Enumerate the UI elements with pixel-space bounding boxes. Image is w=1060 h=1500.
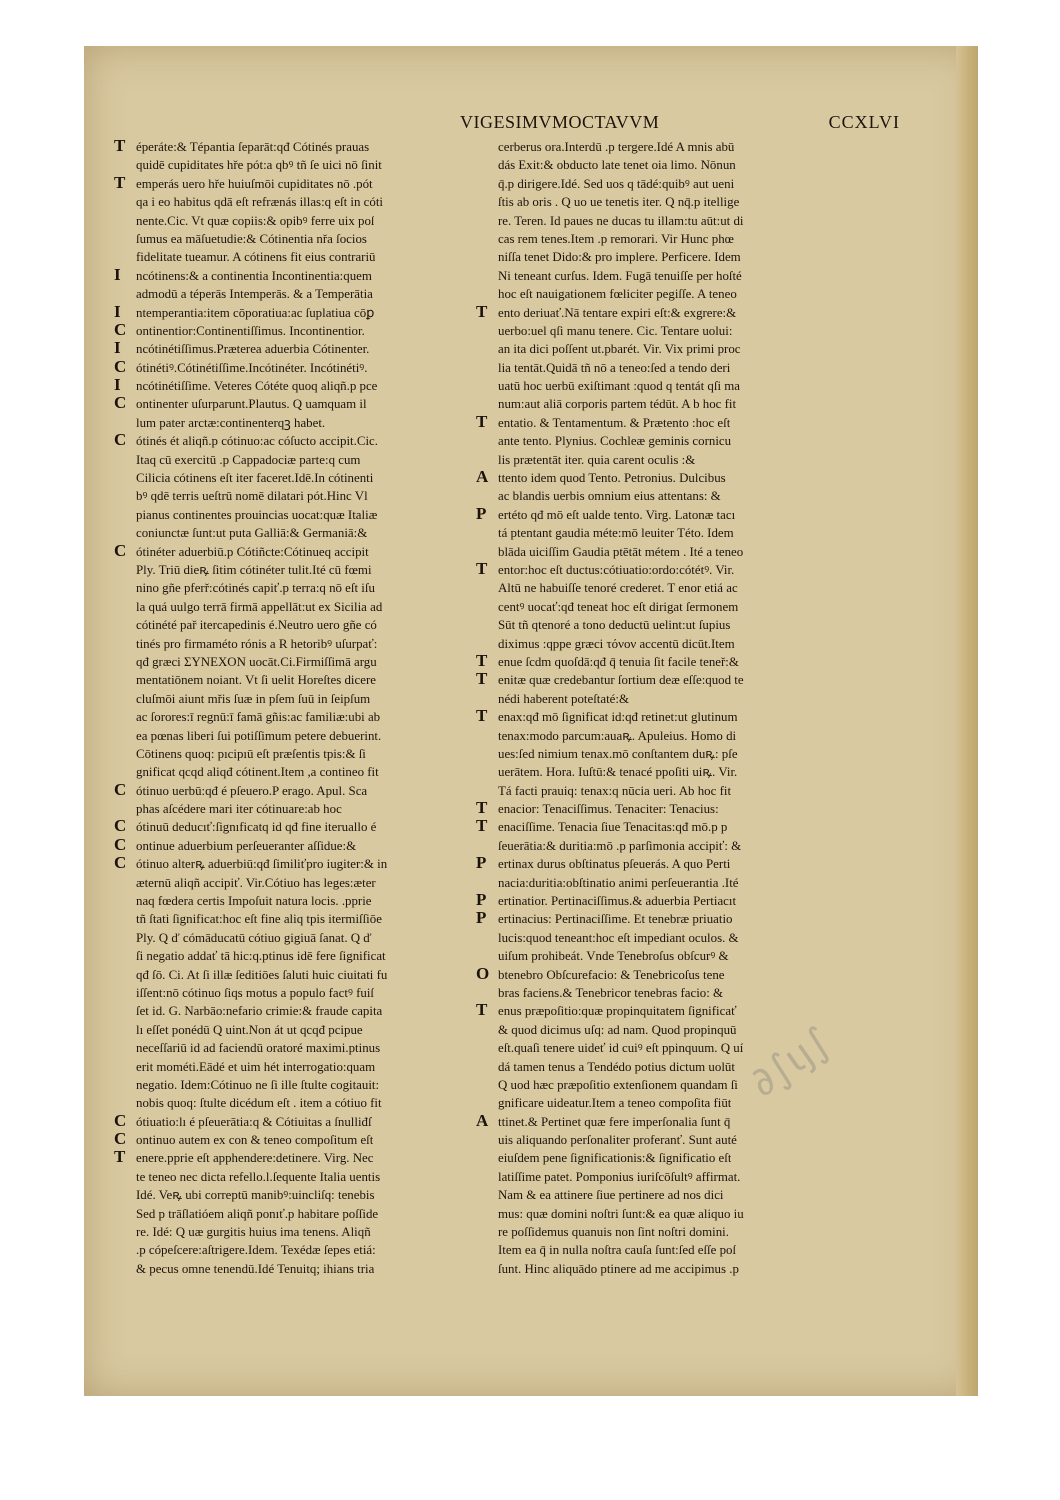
line-text: coniunctæ ſunt:ut puta Galliā:& Germaniā:&	[136, 526, 368, 541]
text-line	[476, 963, 830, 984]
line-text: latiſſime patet. Pomponius iuriſcōſultꝰ affirmat.	[498, 1169, 741, 1184]
line-text: uatū hoc uerbū exiſtimant :quod q tentát qſi ma	[498, 379, 741, 394]
marginal-initial: A	[476, 1110, 489, 1130]
line-text: Ply. Triū dieꝶ ſitim cótinéter tulit.Ité cū fœmi	[136, 562, 372, 577]
text-line	[476, 395, 830, 413]
text-line	[114, 1039, 486, 1057]
text-line	[114, 301, 486, 322]
text-line	[476, 322, 830, 340]
line-text: q̄.p dirigere.Idé. Sed uos q tādé:quibꝰ aut ueni	[498, 176, 735, 191]
text-line	[114, 414, 486, 432]
line-text: Sed p trāſlatióem aliqñ ponıť.p habitare poſſide	[136, 1206, 379, 1221]
line-text: lum pater arctæ:continenterqꝫ habet.	[136, 415, 326, 430]
marginal-initial: T	[476, 798, 488, 818]
text-line	[476, 874, 830, 892]
line-text: enue ſcdm quoſdā:qđ q̄ tenuia ſit facile teneř:&	[498, 654, 739, 669]
text-line	[114, 984, 486, 1002]
line-text: cótinété pař itercapedinis é.Neutro uero gñe có	[136, 618, 377, 633]
text-line	[476, 212, 830, 230]
text-line	[476, 451, 830, 469]
marginal-initial: T	[476, 650, 488, 670]
line-text: re poſſidemus quanuis non ſint noſtri domini.	[498, 1225, 729, 1240]
line-text: Q uod hæc præpoſitio extenſionem quandam ſi	[498, 1077, 738, 1092]
line-text: uis aliquando perſonaliter proferanť. Sunt auté	[498, 1133, 737, 1148]
line-text: diximus :qppe græci τόνον accentū dicūt.Item	[498, 636, 735, 651]
running-head: VIGESIMVMOCTAVVM	[460, 112, 660, 132]
text-line	[114, 561, 486, 579]
line-text: enaciſſime. Tenacia ſiue Tenacitas:qđ mō.p p	[498, 820, 728, 835]
text-line	[114, 487, 486, 505]
marginal-initial: P	[476, 908, 487, 928]
text-line	[114, 763, 486, 781]
line-text: mus: quæ domini noſtri ſunt:& ea quæ aliquo iu	[498, 1206, 744, 1221]
text-line	[114, 966, 486, 984]
line-text: .p cópeſcere:aſtrigere.Idem. Texédæ ſepes etiá:	[136, 1243, 376, 1258]
text-line	[114, 264, 486, 285]
line-text: qa i eo habitus qdā eſt refrænás illas:q eſt in cóti	[136, 195, 384, 210]
marginal-initial: T	[476, 706, 488, 726]
marginal-initial: P	[476, 890, 487, 910]
line-text: phas aſcédere mari iter cótinuare:ab hoc	[136, 802, 342, 817]
text-line	[476, 285, 830, 303]
text-line	[476, 411, 830, 432]
text-line	[114, 1094, 486, 1112]
page-header	[84, 112, 978, 136]
text-line	[476, 432, 830, 450]
line-text: ncótinens:& a continentia Incontinentia:quem	[136, 268, 372, 283]
line-text: admodū a téperās Intemperās. & a Temperātia	[136, 287, 373, 302]
text-line	[114, 745, 486, 763]
line-text: ótinuū deducıť:ſignıficatq id qđ fine iteruallo é	[136, 820, 377, 835]
text-line	[476, 377, 830, 395]
marginal-initial: C	[114, 816, 127, 836]
text-line	[114, 230, 486, 248]
text-line	[476, 1241, 830, 1259]
line-text: ótinés ét aliqñ.p cótinuo:ac cóſucto accipit.Cic.	[136, 434, 378, 449]
marginal-initial: T	[114, 172, 126, 192]
watermark-stamp: ∂∫ιȷ∫	[741, 1018, 840, 1107]
text-line	[114, 1223, 486, 1241]
text-line	[114, 874, 486, 892]
line-text: ontinue aduerbium perſeueranter aſſidue:&	[136, 838, 357, 853]
text-line	[114, 910, 486, 928]
marginal-initial: I	[114, 338, 121, 358]
text-line	[114, 432, 486, 450]
text-line	[114, 598, 486, 616]
line-text: mentatiōnem noiant. Vt ſi uelit Horeſtes dicere	[136, 673, 376, 688]
line-text: ea pœnas liberi ſui potiſſimum petere debuerint.	[136, 728, 382, 743]
line-text: negatio. Idem:Cótinuo ne ſi ille ſtulte cogitauit:	[136, 1077, 380, 1092]
line-text: ante tento. Plynius. Cochleæ geminis cornicu	[498, 434, 732, 449]
text-line	[114, 1168, 486, 1186]
line-text: Item ea q̄ in nulla noſtra cauſa ſunt:ſed eſſe poſ	[498, 1243, 737, 1258]
text-line	[476, 837, 830, 855]
line-text: ertéto qđ mō eſt ualde tento. Virg. Latonæ tacı	[498, 507, 736, 522]
text-line	[114, 1260, 486, 1278]
line-text: dás Exit:& obducto late tenet oia limo. Nōnun	[498, 158, 736, 173]
text-line	[476, 138, 830, 156]
folio-number: CCXLVI	[828, 112, 900, 132]
text-line	[114, 579, 486, 597]
line-text: æternū aliqñ accipiť. Vir.Cótiuo has leges:æter	[136, 875, 376, 890]
text-line	[476, 800, 830, 818]
line-text: Itaq cū exercitū .p Cappadociæ parte:q cum	[136, 452, 361, 467]
line-text: qđ græci ΣΥΝΕΧΟΝ uocāt.Ci.Firmiſſimā argu	[136, 654, 377, 669]
text-line	[476, 1002, 830, 1020]
line-text: re. Teren. Id paues ne ducas tu illam:tu aūt:ut di	[498, 213, 744, 228]
text-line	[114, 138, 486, 156]
line-text: ncótinétiſſime. Veteres Cótéte quoq aliqñ.p pce	[136, 379, 378, 394]
line-text: ttento idem quod Tento. Petronius. Dulcibus	[498, 471, 726, 486]
text-line	[114, 800, 486, 818]
line-text: emperás uero hře huiuſmōi cupiditates nō .pót	[136, 176, 373, 191]
left-column	[114, 138, 486, 1278]
marginal-initial: C	[114, 853, 127, 873]
line-text: ntemperantia:item cōporatiua:ac ſuplatiua cōꝑ	[136, 305, 375, 320]
text-line	[114, 1205, 486, 1223]
text-line	[114, 892, 486, 910]
marginal-initial: P	[476, 853, 487, 873]
line-text: ac blandis uerbis omnium eius attentans: &	[498, 489, 721, 504]
marginal-initial: C	[114, 779, 127, 799]
line-text: naq fœdera certis Impoſuit natura locis. .pprie	[136, 894, 372, 909]
text-line	[114, 818, 486, 836]
line-text: tinés pro firmaméto rónis a R hetoribꝰ uſurpať:	[136, 636, 378, 651]
text-line	[114, 690, 486, 708]
line-text: ótiuatio:lı é pſeuerātia:q & Cótiuitas a ſnulliđſ	[136, 1114, 372, 1129]
text-line	[476, 1021, 830, 1039]
line-text: nacia:duritia:obſtinatio animi perſeuerantia .Ité	[498, 875, 739, 890]
text-line	[114, 506, 486, 524]
line-text: ertinatior. Pertinaciſſimus.& aduerbia Pertiacıt	[498, 894, 737, 909]
line-text: cerberus ora.Interdū .p tergere.Idé A mnis abū	[498, 140, 735, 154]
marginal-initial: A	[476, 467, 489, 487]
line-text: ontinentior:Continentiſſimus. Incontinentior.	[136, 323, 365, 338]
line-text: ſi negatio addať tā hic:q.ptinus idē fere ſignificat	[136, 949, 386, 964]
text-line	[114, 708, 486, 726]
text-line	[476, 727, 830, 745]
line-text: gnificat qcqd aliqđ cótinent.Item ,a contineo fit	[136, 765, 379, 780]
text-line	[476, 156, 830, 174]
text-line	[114, 727, 486, 745]
text-line	[114, 1076, 486, 1094]
marginal-initial: T	[114, 1147, 126, 1167]
line-text: niſſa tenet Dido:& pro implere. Perficere. Idem	[498, 250, 741, 265]
line-text: tá ptentant gaudia méte:mō leuiter Této. Idem	[498, 526, 734, 541]
text-line	[114, 616, 486, 634]
line-text: te teneo nec dicta refello.l.ſequente Italia uentis	[136, 1169, 381, 1184]
text-line	[114, 834, 486, 855]
text-line	[476, 616, 830, 634]
line-text: lucis:quod teneant:hoc eſt impediant oculos. &	[498, 930, 739, 945]
line-text: uerbo:uel qſi manu tenere. Cic. Tentare uolui:	[498, 323, 733, 338]
marginal-initial: T	[476, 1000, 488, 1020]
text-line	[114, 395, 486, 413]
line-text: btenebro Obſcurefacio: & Tenebricoſus tene	[498, 967, 725, 982]
text-line	[476, 543, 830, 561]
text-line	[114, 377, 486, 395]
line-text: uerātem. Hora. Iuſtū:& tenacé ppoſiti uiꝶ. Vir.	[498, 765, 738, 780]
text-line	[114, 1002, 486, 1020]
text-line	[476, 763, 830, 781]
text-line	[114, 855, 486, 873]
marginal-initial: T	[476, 411, 488, 431]
text-line	[476, 248, 830, 266]
text-line	[114, 356, 486, 377]
text-line	[114, 540, 486, 561]
line-text: tenax:modo parcum:auaꝶ. Apuleius. Homo di	[498, 728, 737, 743]
line-text: cas rem tenes.Item .p remorari. Vir Hunc phœ	[498, 231, 734, 246]
text-line	[476, 818, 830, 836]
line-text: quidē cupiditates hře pót:a qbꝰ tñ ſe uici nō ſinit	[136, 158, 382, 173]
line-text: cluſmōi aiunt mřis ſuæ in pſem ſuū in ſeipſum	[136, 691, 371, 706]
text-line	[114, 1186, 486, 1204]
line-text: ótinéter aduerbiū.p Cótiñcte:Cótinueq accipit	[136, 544, 369, 559]
line-text: ontinuo autem ex con & teneo compoſitum eſt	[136, 1133, 374, 1148]
line-text: re. Idé: Q uæ gurgitis huius ima tenens. Aliqñ	[136, 1225, 371, 1240]
marginal-initial: T	[476, 558, 488, 578]
line-text: hoc eſt nauigationem fœliciter pegiſſe. A teneo	[498, 287, 737, 302]
text-line	[476, 782, 830, 800]
line-text: Altū ne habuiſſe tenoré crederet. T enor etiá ac	[498, 581, 738, 596]
text-line	[476, 579, 830, 597]
line-text: neceſſariū id ad faciendū oratoré maximi.ptinus	[136, 1041, 381, 1056]
text-line	[476, 524, 830, 542]
text-line	[476, 230, 830, 248]
marginal-initial: C	[114, 430, 127, 450]
line-text: an ita dici poſſent ut.pbarét. Vir. Vix primi proc	[498, 342, 741, 357]
line-text: ſtis ab oris . Q uo ue tenetis iter. Q nq̄.p itellige	[498, 195, 740, 210]
text-line	[476, 1168, 830, 1186]
line-text: ento deriuať.Nā tentare expiri eſt:& exgrere:&	[498, 305, 737, 320]
line-text: Sūt tñ qtenoré a tono deductū uelint:ut ſupius	[498, 618, 731, 633]
line-text: pianus continentes prouincias uocat:quæ Italiæ	[136, 507, 378, 522]
line-text: iſſent:nō cótinuo ſiqs motus a populo factꝰ fuiſ	[136, 985, 375, 1000]
marginal-initial: T	[476, 669, 488, 689]
text-line	[114, 1110, 486, 1131]
text-line	[476, 1131, 830, 1149]
text-line	[476, 301, 830, 322]
marginal-initial: T	[476, 301, 488, 321]
text-line	[114, 947, 486, 965]
text-line	[476, 340, 830, 358]
line-text: ncótinétiſſimus.Præterea aduerbia Cótinenter.	[136, 342, 370, 357]
line-text: ótinuo uerbū:qđ é pſeuero.P erago. Apul. Sca	[136, 783, 368, 798]
line-text: bꝰ qdē terris ueſtrū nomē dilatari pót.Hinc Vl	[136, 489, 368, 504]
text-line	[114, 469, 486, 487]
text-line	[476, 892, 830, 910]
text-line	[114, 1058, 486, 1076]
line-text: nédi haberent poteſtaté:&	[498, 691, 630, 706]
text-line	[476, 1149, 830, 1167]
line-text: nente.Cic. Vt quæ copiis:& opibꝰ ferre uix poſ	[136, 213, 375, 228]
text-line	[114, 451, 486, 469]
text-line	[114, 248, 486, 266]
text-line	[476, 503, 830, 524]
book-page	[84, 46, 978, 1396]
text-line	[114, 779, 486, 800]
line-text: dá tamen tenus a Tendédo potius dictum uolūt	[498, 1059, 735, 1074]
text-line	[114, 1149, 486, 1167]
marginal-initial: T	[114, 136, 126, 155]
text-line	[476, 671, 830, 689]
line-text: Tá facti prauiq: tenax:q nūcia ueri. Ab hoc fit	[498, 783, 732, 798]
marginal-initial: I	[114, 375, 121, 395]
marginal-initial: C	[114, 1110, 127, 1130]
line-text: gnificare uideatur.Item a teneo compoſita fiūt	[498, 1096, 732, 1111]
text-line	[114, 635, 486, 653]
line-text: ſumus ea māſuetudie:& Cótinentia nřa ſocios	[136, 231, 367, 246]
marginal-initial: C	[114, 834, 127, 854]
line-text: enus præpoſitio:quæ propinquitatem ſignificať	[498, 1004, 737, 1019]
line-text: lı eſſet ponédū Q uint.Non át ut qcqđ pcipue	[136, 1022, 363, 1037]
line-text: nobis quoq: ſtulte dicédum eſt . item a cótiuo fit	[136, 1096, 382, 1111]
line-text: uiſum prohibeát. Vnde Tenebroſus obſcurꝰ &	[498, 949, 729, 964]
text-line	[476, 359, 830, 377]
line-text: ues:ſed nimium tenax.mō conſtantem duꝶ: pſe	[498, 746, 738, 761]
marginal-initial: C	[114, 540, 127, 560]
line-text: Idé. Veꝶ ubi correptū manibꝰ:uincliſq: tenebis	[136, 1188, 375, 1203]
text-line	[476, 1223, 830, 1241]
text-line	[114, 319, 486, 340]
line-text: ſet id. G. Narbāo:nefario crimie:& fraude capita	[136, 1004, 383, 1019]
text-line	[476, 267, 830, 285]
text-line	[476, 193, 830, 211]
line-text: ertinacius: Pertinaciſſime. Et tenebræ priuatio	[498, 912, 733, 927]
marginal-initial: T	[476, 816, 488, 836]
line-text: Cilicia cótinens eſt iter faceret.Idē.In cótinenti	[136, 471, 374, 486]
text-line	[114, 285, 486, 303]
page-edge	[956, 46, 978, 1396]
line-text: ttinet.& Pertinet quæ fere imperſonalia ſunt q̄	[498, 1114, 731, 1129]
text-line	[476, 708, 830, 726]
line-text: eiuſdem pene ſignificationis:& ſignificatio eſt	[498, 1151, 732, 1166]
line-text: nino gñe pferř:cótinés capiť.p terra:q nō eſt iſu	[136, 581, 375, 596]
text-line	[476, 947, 830, 965]
marginal-initial: C	[114, 1129, 127, 1149]
line-text: la quá uulgo terrā firmā appellāt:ut ex Sicilia ad	[136, 599, 383, 614]
text-line	[114, 671, 486, 689]
line-text: num:aut aliā corporis partem tédūt. A b hoc fit	[498, 397, 737, 412]
line-text: erit mométi.Eādé et uim hét interrogatio:quam	[136, 1059, 376, 1074]
line-text: Ply. Q ď cómāducatū cótiuo gigiuā ſanat. Q ď	[136, 930, 372, 945]
line-text: entatio. & Tentamentum. & Prætento :hoc eſt	[498, 415, 731, 430]
text-line	[476, 1186, 830, 1204]
line-text: ótinétiꝰ.Cótinétiſſime.Incótinéter. Incótinétiꝰ.	[136, 360, 368, 375]
text-line	[476, 929, 830, 947]
text-line	[476, 745, 830, 763]
text-line	[114, 1021, 486, 1039]
marginal-initial: O	[476, 963, 490, 983]
text-line	[476, 469, 830, 487]
line-text: enitæ quæ credebantur ſortium deæ eſſe:quod te	[498, 673, 744, 688]
text-line	[476, 855, 830, 873]
line-text: enacior: Tenaciſſimus. Tenaciter: Tenacius:	[498, 802, 719, 817]
line-text: Nam & ea attinere ſiue pertinere ad nos dici	[498, 1188, 724, 1203]
line-text: qđ ſō. Ci. At ſi illæ ſeditiōes ſaluti huic ciuitati fu	[136, 967, 388, 982]
line-text: Ni teneant curſus. Idem. Fugā tenuiſſe per hoſté	[498, 268, 742, 283]
line-text: bras faciens.& Tenebricor tenebras facio: &	[498, 985, 724, 1000]
text-line	[476, 598, 830, 616]
marginal-initial: C	[114, 356, 127, 376]
line-text: tñ ſtati ſignificat:hoc eſt fine aliq tpis itermiſſiōe	[136, 912, 382, 927]
line-text: ertinax durus obſtinatus pſeuerás. A quo Perti	[498, 857, 731, 872]
text-line	[114, 212, 486, 230]
marginal-initial: P	[476, 503, 487, 523]
marginal-initial: C	[114, 393, 127, 413]
text-line	[114, 524, 486, 542]
text-line	[476, 558, 830, 579]
line-text: enax:qđ mō ſignificat id:qđ retinet:ut glutinum	[498, 710, 738, 725]
line-text: blāda uiciſſim Gaudia ptētāt métem . Ité a teneo	[498, 544, 744, 559]
marginal-initial: C	[114, 319, 127, 339]
text-line	[476, 175, 830, 193]
text-line	[476, 690, 830, 708]
line-text: entor:hoc eſt ductus:cótiuatio:ordo:cótétꝰ. Vir.	[498, 562, 735, 577]
line-text: ſeuerātia:& duritia:mō .p parſimonia accipiť: &	[498, 838, 742, 853]
text-line	[476, 1260, 830, 1278]
text-line	[476, 910, 830, 928]
text-line	[476, 650, 830, 671]
text-line	[114, 653, 486, 671]
text-line	[114, 929, 486, 947]
line-text: Cōtinens quoq: pıcipıū eſt præſentis tpis:& ſi	[136, 746, 366, 761]
text-line	[114, 156, 486, 174]
line-text: fidelitate tueamur. A cótinens fit eius contrariū	[136, 250, 376, 265]
line-text: ontinenter uſurparunt.Plautus. Q uamquam il	[136, 397, 367, 412]
text-line	[476, 487, 830, 505]
line-text: & quod dicimus uſq: ad nam. Quod propinquū	[498, 1022, 737, 1037]
marginal-initial: I	[114, 301, 121, 321]
marginal-initial: I	[114, 264, 121, 284]
text-line	[114, 193, 486, 211]
text-line	[476, 635, 830, 653]
text-line	[476, 1205, 830, 1223]
line-text: ac ſorores:ī regnū:ī famā gñis:ac familiæ:ubi ab	[136, 710, 381, 725]
line-text: & pecus omne tenendū.Idé Tenuitq; ihians tria	[136, 1261, 375, 1276]
text-line	[114, 1131, 486, 1149]
text-line	[476, 984, 830, 1002]
line-text: eſt.quaſi tenere uideť id cuiꝰ eſt ppinquum. Q uí	[498, 1041, 744, 1056]
text-line	[114, 340, 486, 358]
line-text: lia tentāt.Quidā tñ nō a teneo:ſed a tendo deri	[498, 360, 731, 375]
text-line	[114, 1241, 486, 1259]
line-text: ſunt. Hinc aliquādo ptinere ad me accipimus .p	[498, 1261, 739, 1276]
text-line	[114, 172, 486, 193]
line-text: ótinuo alterꝶ aduerbiū:qđ ſimiliťpro iugiter:& in	[136, 857, 388, 872]
line-text: centꝰ uocať:qđ teneat hoc eſt dirigat ſermonem	[498, 599, 739, 614]
line-text: éperáte:& Tépantia ſeparāt:qđ Cótinés prauas	[136, 140, 370, 154]
line-text: enere.pprie eſt apphendere:detinere. Virg. Nec	[136, 1151, 374, 1166]
line-text: lis prætentāt iter. quia carent oculis :&	[498, 452, 696, 467]
